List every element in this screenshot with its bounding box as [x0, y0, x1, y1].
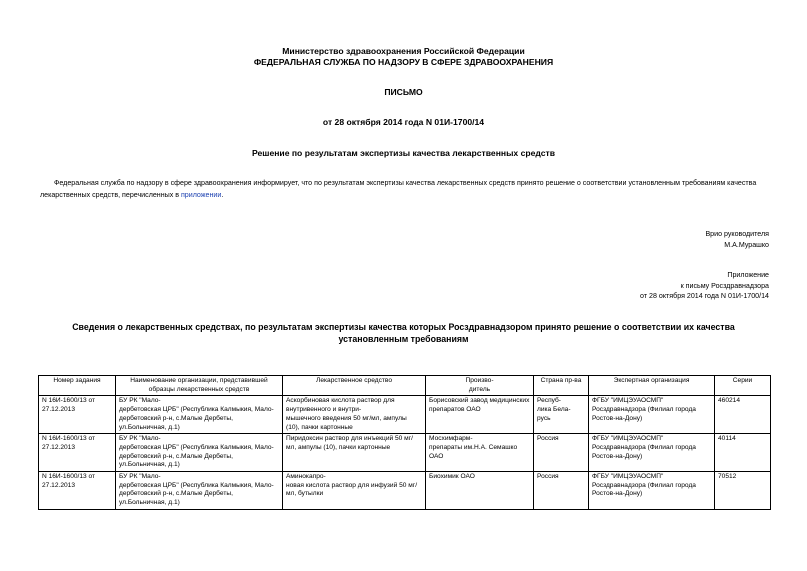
organization-cell: БУ РК "Мало- дербетовская ЦРБ" (Республика Калмыкия, Мало-дербетовский р-н, с.Малые Дербеты, ул.Больничная, д.1): [116, 472, 283, 510]
table-header-row: [39, 376, 771, 396]
signature-block: [705, 229, 769, 250]
column-header: Произво- дитель: [426, 376, 534, 396]
column-header: Серии: [715, 376, 771, 396]
country-cell: Респуб- лика Бела- русь: [534, 396, 589, 434]
ministry-name: Министерство здравоохранения Российской Федерации: [282, 46, 525, 56]
task-number-cell: N 16И-1600/13 от 27.12.2013: [39, 434, 116, 472]
country-cell: Россия: [534, 472, 589, 510]
expert-org-cell: ФГБУ "ИМЦЭУАОСМП" Росздравнадзора (Филиал города Ростов-на-Дону): [589, 396, 715, 434]
column-header: Лекарственное средство: [283, 376, 426, 396]
drug-cell: Пиридоксин раствор для инъекций 50 мг/мл, ампулы (10), пачки картонные: [283, 434, 426, 472]
organization-cell: БУ РК "Мало- дербетовская ЦРБ" (Республика Калмыкия, Мало-дербетовский р-н, с.Малые Дербеты, ул.Больничная, д.1): [116, 396, 283, 434]
appendix-label: Приложение: [727, 271, 769, 279]
document-type: ПИСЬМО: [384, 87, 423, 97]
column-header: Страна пр-ва: [534, 376, 589, 396]
document-date-number: от 28 октября 2014 года N 01И-1700/14: [322, 117, 485, 127]
drug-cell: Аминокапро- новая кислота раствор для инфузий 50 мг/мл, бутылки: [283, 472, 426, 510]
table-row: [39, 434, 771, 472]
table-row: [39, 472, 771, 510]
body-paragraph: [40, 177, 770, 201]
series-cell: 70512: [715, 472, 771, 510]
column-header: Экспертная организация: [589, 376, 715, 396]
signature-name: М.А.Мурашко: [724, 240, 769, 249]
series-cell: 460214: [715, 396, 771, 434]
manufacturer-cell: Мосхимфарм- препараты им.Н.А. Семашко ОАО: [426, 434, 534, 472]
table-title: Сведения о лекарственных средствах, по результатам экспертизы качества которых Росздравнадзором принято решение о соответствии их качества установленным требованиям: [72, 322, 735, 344]
country-cell: Россия: [534, 434, 589, 472]
appendix-to-letter: к письму Росздравнадзора: [680, 281, 769, 290]
appendix-date-number: от 28 октября 2014 года N 01И-1700/14: [640, 292, 769, 300]
document-subject: Решение по результатам экспертизы качества лекарственных средств: [251, 148, 556, 158]
task-number-cell: N 16И-1600/13 от 27.12.2013: [39, 396, 116, 434]
expert-org-cell: ФГБУ "ИМЦЭУАОСМП" Росздравнадзора (Филиал города Ростов-на-Дону): [589, 434, 715, 472]
manufacturer-cell: Биохимик ОАО: [426, 472, 534, 510]
table-row: [39, 396, 771, 434]
body-paragraph-end: .: [221, 191, 224, 199]
service-name: ФЕДЕРАЛЬНАЯ СЛУЖБА ПО НАДЗОРУ В СФЕРЕ ЗДРАВООХРАНЕНИЯ: [253, 57, 554, 67]
manufacturer-cell: Борисовский завод медицинских препаратов ОАО: [426, 396, 534, 434]
appendix-link[interactable]: приложении: [180, 191, 222, 199]
series-cell: 40114: [715, 434, 771, 472]
organization-cell: БУ РК "Мало- дербетовская ЦРБ" (Республика Калмыкия, Мало-дербетовский р-н, с.Малые Дербеты, ул.Больничная, д.1): [116, 434, 283, 472]
drug-cell: Аскорбиновая кислота раствор для внутривенного и внутри- мышечного введения 50 мг/мл, ампулы (10), пачки картонные: [283, 396, 426, 434]
expert-org-cell: ФГБУ "ИМЦЭУАОСМП" Росздравнадзора (Филиал города Ростов-на-Дону): [589, 472, 715, 510]
column-header: Наименование организации, представившей образцы лекарственных средств: [116, 376, 283, 396]
task-number-cell: N 16И-1600/13 от 27.12.2013: [39, 472, 116, 510]
signature-position: Врио руководителя: [705, 230, 769, 238]
appendix-block: [640, 270, 769, 302]
body-paragraph-text: Федеральная служба по надзору в сфере здравоохранения информирует, что по результатам экспертизы качества лекарственных средств принято решение о соответствии установленным требованиям качества лекарственных средств, перечисленных в: [40, 179, 757, 199]
column-header: Номер задания: [39, 376, 116, 396]
drug-table: [38, 375, 771, 510]
